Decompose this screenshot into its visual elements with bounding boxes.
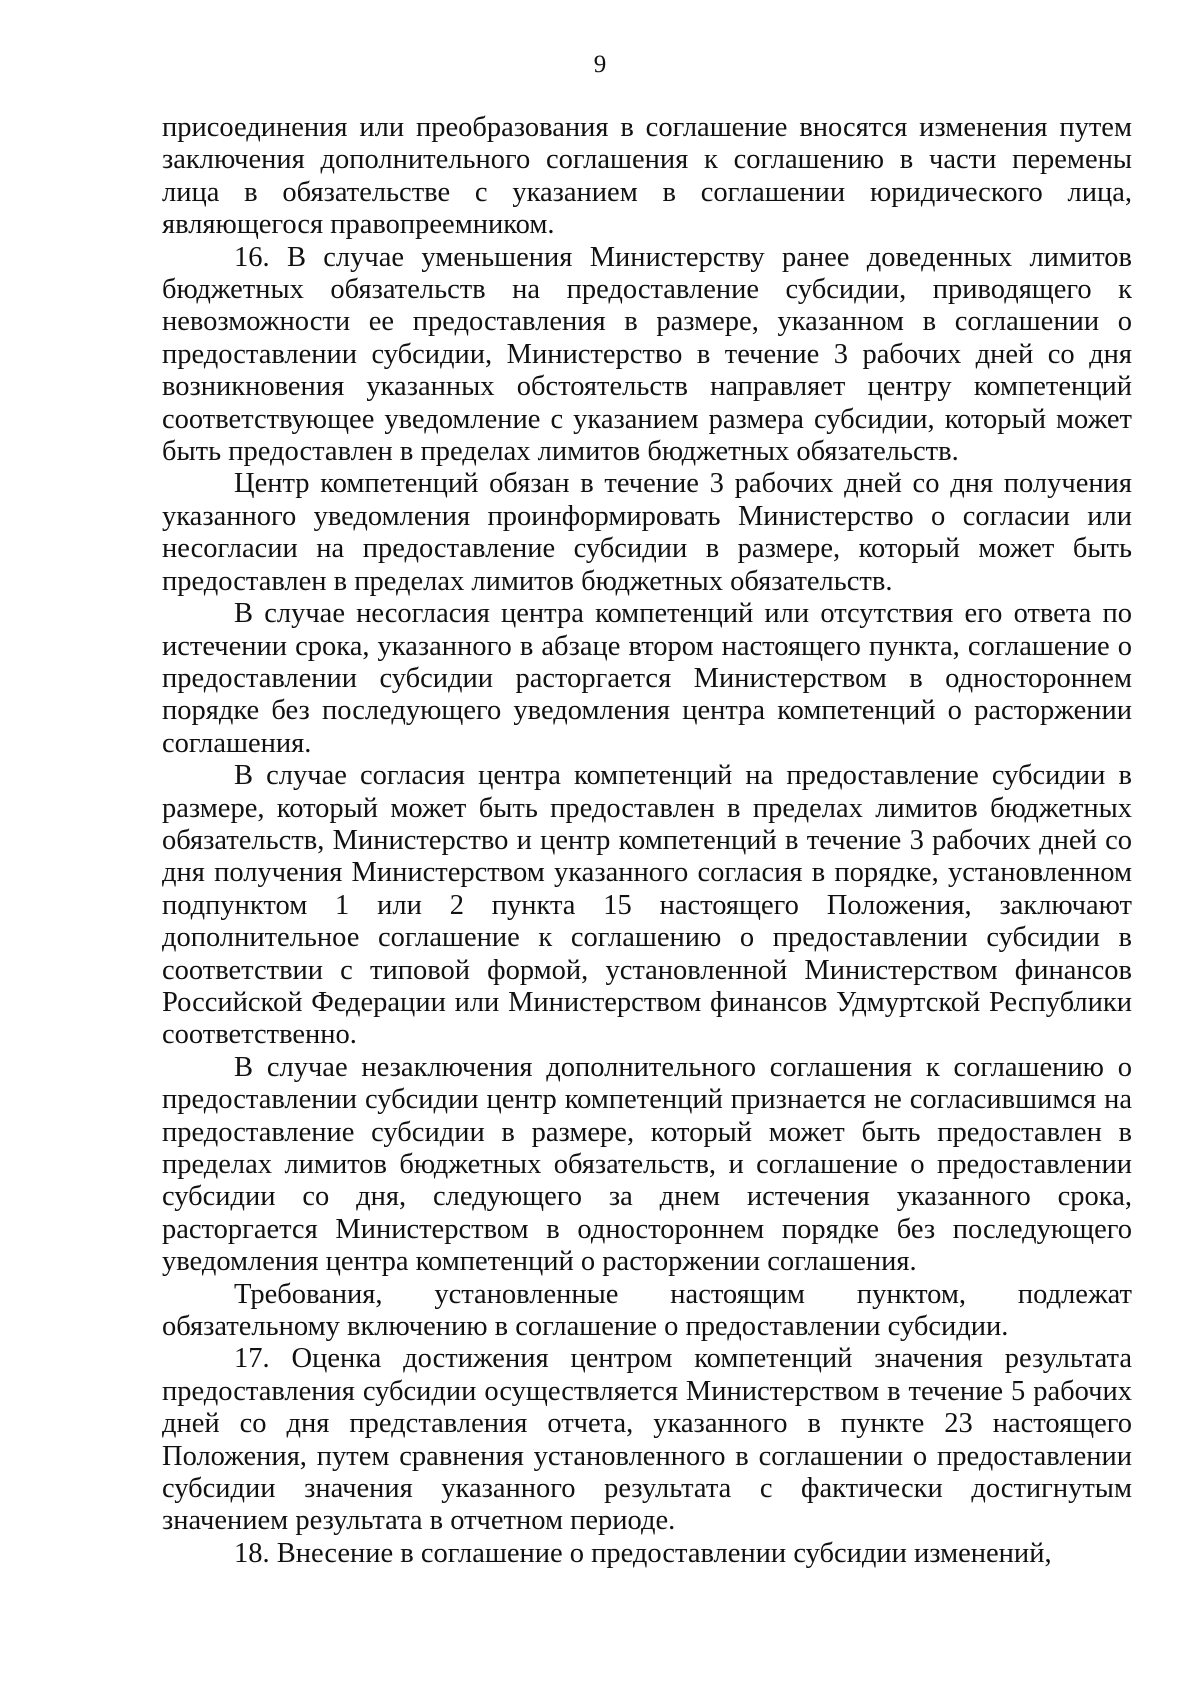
paragraph-item-16-part-4: В случае согласия центра компетенций на предоставление субсидии в размере, который может быть предоставлен в пределах лимитов бюджетных обязательств, Министерство и центр компетенций в течение 3 рабочих дней со дня получения Министерством указанного согласия в порядке, установленном подпунктом 1 или 2 пункта 15 настоящего Положения, заключают дополнительное соглашение к соглашению о предоставлении субсидии в соответствии с типовой формой, установленной Министерством финансов Российской Федерации или Министерством финансов Удмуртской Республики соответственно. [162, 760, 1132, 1051]
paragraph-item-16-part-2: Центр компетенций обязан в течение 3 рабочих дней со дня получения указанного уведомления проинформировать Министерство о согласии или несогласии на предоставление субсидии в размере, который может быть предоставлен в пределах лимитов бюджетных обязательств. [162, 468, 1132, 597]
paragraph-item-18: 18. Внесение в соглашение о предоставлении субсидии изменений, [234, 1537, 1052, 1569]
paragraph-item-16-part-5: В случае незаключения дополнительного соглашения к соглашению о предоставлении субсидии центр компетенций признается не согласившимся на предоставление субсидии в размере, который может быть предоставлен в пределах лимитов бюджетных обязательств, и соглашение о предоставлении субсидии со дня, следующего за днем истечения указанного срока, расторгается Министерством в одностороннем порядке без последующего уведомления центра компетенций о расторжении соглашения. [162, 1051, 1132, 1278]
paragraph-item-17: 17. Оценка достижения центром компетенций значения результата предоставления субсидии осуществляется Министерством в течение 5 рабочих дней со дня представления отчета, указанного в пункте 23 настоящего Положения, путем сравнения установленного в соглашении о предоставлении субсидии значения указанного результата с фактически достигнутым значением результата в отчетном периоде. [162, 1343, 1132, 1537]
paragraph-item-16: 16. В случае уменьшения Министерству ранее доведенных лимитов бюджетных обязательств на предоставление субсидии, приводящего к невозможности ее предоставления в размере, указанном в соглашении о предоставлении субсидии, Министерство в течение 3 рабочих дней со дня возникновения указанных обстоятельств направляет центру компетенций соответствующее уведомление с указанием размера субсидии, который может быть предоставлен в пределах лимитов бюджетных обязательств. [162, 241, 1132, 468]
paragraph-continuation: присоединения или преобразования в соглашение вносятся изменения путем заключения дополнительного соглашения к соглашению в части перемены лица в обязательстве с указанием в соглашении юридического лица, являющегося правопреемником. [162, 112, 1132, 241]
paragraph-item-16-part-3: В случае несогласия центра компетенций или отсутствия его ответа по истечении срока, указанного в абзаце втором настоящего пункта, соглашение о предоставлении субсидии расторгается Министерством в одностороннем порядке без последующего уведомления центра компетенций о расторжении соглашения. [162, 598, 1132, 759]
page-number: 9 [593, 51, 607, 78]
document-body [162, 112, 1132, 1570]
paragraph-item-16-part-6: Требования, установленные настоящим пунктом, подлежат обязательному включению в соглашение о предоставлении субсидии. [162, 1278, 1132, 1343]
